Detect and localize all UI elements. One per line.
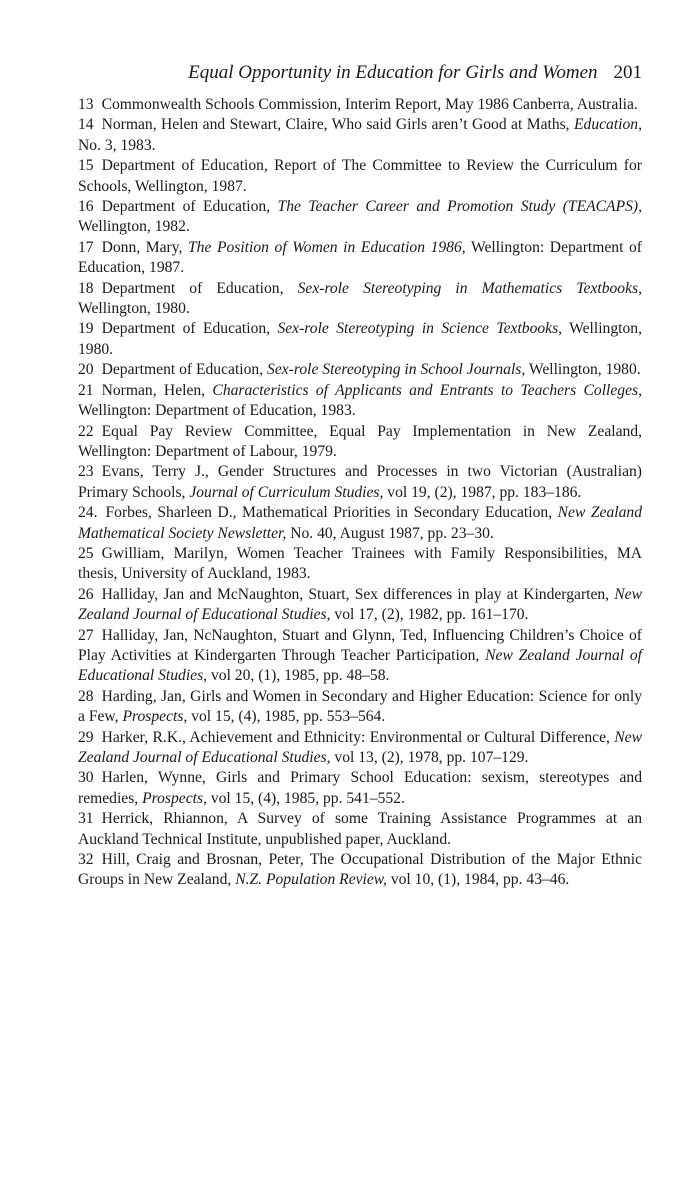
note-italic-text: Prospects, [122, 708, 188, 726]
note-number: 16 [78, 198, 94, 216]
note-item [78, 238, 642, 279]
note-number: 13 [78, 96, 94, 113]
note-number: 21 [78, 381, 94, 399]
note-text: Wellington, 1980. [525, 361, 641, 379]
note-item [78, 503, 642, 544]
note-number: 14 [78, 116, 94, 134]
note-italic-text: New Zealand Journal of Educational Studies, [78, 585, 642, 624]
note-italic-text: New Zealand Journal of Educational Studies, [78, 728, 642, 766]
note-italic-text: Characteristics of Applicants and Entrants to Teachers Colleges, [212, 381, 642, 399]
note-item [78, 585, 642, 626]
note-number: 30 [78, 769, 94, 787]
note-text: Norman, Helen, [101, 381, 213, 399]
note-item [78, 728, 642, 769]
note-text: Commonwealth Schools Commission, Interim Report, May 1986 Canberra, Australia. [101, 96, 638, 113]
running-head [78, 60, 642, 86]
note-text: Wellington: Department of Education, 1983. [78, 402, 356, 420]
note-text: Donn, Mary, [101, 238, 188, 256]
note-text: Department of Education, Report of The Committee to Review the Curriculum for Schools, Wellington, 1987. [78, 157, 642, 195]
note-number: 31 [78, 810, 94, 828]
note-text: Evans, Terry J., Gender Structures and Processes in two Victorian (Australian) Primary Schools, [78, 463, 642, 501]
note-italic-text: Education, [574, 116, 642, 134]
note-text: vol 17, (2), 1982, pp. 161–170. [330, 606, 529, 624]
note-number: 19 [78, 320, 94, 338]
note-italic-text: Prospects, [142, 789, 207, 807]
note-number: 17 [78, 238, 94, 256]
note-text: Gwilliam, Marilyn, Women Teacher Trainees with Family Responsibilities, MA thesis, University of Auckland, 1983. [78, 544, 642, 583]
note-number: 28 [78, 687, 94, 705]
note-item [78, 115, 642, 156]
note-item [78, 462, 642, 503]
note-number: 32 [78, 851, 94, 869]
note-text: Harding, Jan, Girls and Women in Secondary and Higher Education: Science for only a Few, [78, 687, 642, 726]
notes-list [78, 95, 642, 891]
note-number: 20 [78, 361, 94, 379]
note-number: 27 [78, 626, 94, 644]
note-text: vol 15, (4), 1985, pp. 541–552. [206, 789, 405, 807]
note-text: Hill, Craig and Brosnan, Peter, The Occupational Distribution of the Major Ethnic Groups in New Zealand, [78, 851, 642, 889]
note-text: Halliday, Jan and McNaughton, Stuart, Sex differences in play at Kindergarten, [101, 585, 615, 603]
note-text: Wellington: Department of Education, 1987. [78, 238, 642, 277]
note-item [78, 544, 642, 585]
running-head-title: Equal Opportunity in Education for Girls and Women [188, 62, 598, 83]
note-italic-text: Journal of Curriculum Studies, [189, 483, 384, 501]
note-item [78, 809, 642, 850]
note-text: No. 3, 1983. [78, 136, 156, 154]
note-text: Harker, R.K., Achievement and Ethnicity: Environmental or Cultural Difference, [101, 728, 615, 746]
note-text: Wellington, 1980. [78, 300, 190, 318]
note-text: Harlen, Wynne, Girls and Primary School Education: sexism, stereotypes and remedies, [78, 769, 642, 807]
note-item [78, 626, 642, 687]
note-number: 24. [78, 504, 98, 522]
note-text: Forbes, Sharleen D., Mathematical Priorities in Secondary Education, [105, 504, 558, 522]
note-item [78, 381, 642, 422]
note-item [78, 279, 642, 320]
note-text: Halliday, Jan, NcNaughton, Stuart and Glynn, Ted, Influencing Children’s Choice of Play Activities at Kindergarten Through Teacher Participation, [78, 626, 642, 664]
note-text: vol 19, (2), 1987, pp. 183–186. [383, 483, 582, 501]
note-item [78, 768, 642, 809]
note-item [78, 360, 642, 380]
note-text: Wellington, 1982. [78, 218, 190, 236]
note-number: 26 [78, 585, 94, 603]
note-item [78, 95, 642, 115]
note-text: No. 40, August 1987, pp. 23–30. [286, 524, 494, 542]
note-text: Department of Education, [101, 361, 268, 379]
note-number: 15 [78, 157, 94, 175]
note-italic-text: N.Z. Population Review, [235, 871, 387, 889]
note-item [78, 197, 642, 238]
note-italic-text: Sex-role Stereotyping in Science Textbooks, [277, 320, 563, 338]
note-number: 25 [78, 544, 94, 562]
note-text: Department of Education, [101, 198, 278, 216]
note-number: 22 [78, 422, 94, 440]
note-text: vol 13, (2), 1978, pp. 107–129. [330, 749, 529, 766]
note-text: Department of Education, [101, 279, 298, 297]
note-item [78, 156, 642, 197]
note-italic-text: The Position of Women in Education 1986, [187, 238, 466, 256]
note-number: 23 [78, 463, 94, 481]
note-text: Herrick, Rhiannon, A Survey of some Training Assistance Programmes at an Auckland Technical Institute, unpublished paper, Auckland. [78, 810, 642, 848]
note-text: Department of Education, [101, 320, 278, 338]
note-italic-text: The Teacher Career and Promotion Study (TEACAPS), [277, 198, 642, 216]
note-item [78, 850, 642, 891]
note-text: vol 10, (1), 1984, pp. 43–46. [386, 871, 570, 889]
note-italic-text: New Zealand Journal of Educational Studies, [78, 646, 643, 685]
note-italic-text: Sex-role Stereotyping in School Journals, [267, 361, 526, 379]
note-text: Equal Pay Review Committee, Equal Pay Implementation in New Zealand, Wellington: Department of Labour, 1979. [78, 422, 642, 460]
note-item [78, 687, 642, 728]
note-italic-text: New Zealand Mathematical Society Newsletter, [78, 504, 642, 542]
note-text: vol 15, (4), 1985, pp. 553–564. [187, 708, 386, 726]
note-number: 18 [78, 279, 94, 297]
note-item [78, 422, 642, 463]
note-italic-text: Sex-role Stereotyping in Mathematics Textbooks, [297, 279, 642, 297]
note-text: Wellington, 1980. [78, 320, 642, 358]
note-item [78, 319, 642, 360]
note-text: Norman, Helen and Stewart, Claire, Who said Girls aren’t Good at Maths, [101, 116, 574, 134]
note-number: 29 [78, 728, 94, 746]
note-text: vol 20, (1), 1985, pp. 48–58. [207, 667, 390, 685]
page-number: 201 [613, 62, 642, 83]
